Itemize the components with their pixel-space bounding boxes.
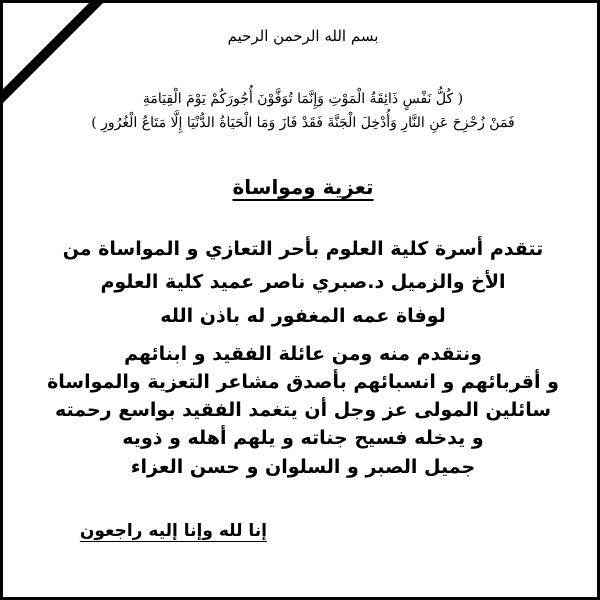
condolence-body-line-6: سائلين المولى عز وجل أن يتغمد الفقيد بواسع رحمته: [54, 399, 552, 421]
closing-phrase: إنا لله وإنا إليه راجعون: [79, 521, 267, 541]
basmala: بسم الله الرحمن الرحيم: [227, 27, 379, 45]
condolence-body-line-4: ونتقدم منه ومن عائلة الفقيد و ابنائهم: [124, 343, 482, 365]
condolence-body-line-5: و أقربائهم و انسبائهم بأصدق مشاعر التعزية والمواساة: [47, 371, 559, 393]
condolence-body-line-2: الأخ والزميل د.صبري ناصر عميد كلية العلوم: [100, 271, 506, 293]
condolence-body-line-8: جميل الصبر و السلوان و حسن العزاء: [130, 456, 476, 478]
quran-verse-line-2: فَمَنْ زُحْزِحَ عَنِ النَّارِ وَأُدْخِلَ الْجَنَّةَ فَقَدْ فَازَ وَمَا الْحَيَاةُ الدُّنْيَا إِلَّا مَتَاعُ الْغُرُورِ ): [91, 115, 515, 131]
condolence-body-line-3: لوفاة عمه المغفور له باذن الله: [160, 305, 446, 327]
condolence-body-line-7: و يدخله فسيح جناته و يلهم أهله و ذويه: [122, 427, 484, 449]
condolence-title: تعزية ومواساة: [232, 175, 374, 199]
condolence-body-line-1: تتقدم أسرة كلية العلوم بأحر التعازي و المواساة من: [62, 238, 544, 260]
quran-verse-line-1: ( كُلُّ نَفْسٍ ذَائِقَةُ الْمَوْتِ وَإِنَّمَا تُوَفَّوْنَ أُجُورَكُمْ يَوْمَ الْقِيَامَةِ: [142, 91, 464, 107]
